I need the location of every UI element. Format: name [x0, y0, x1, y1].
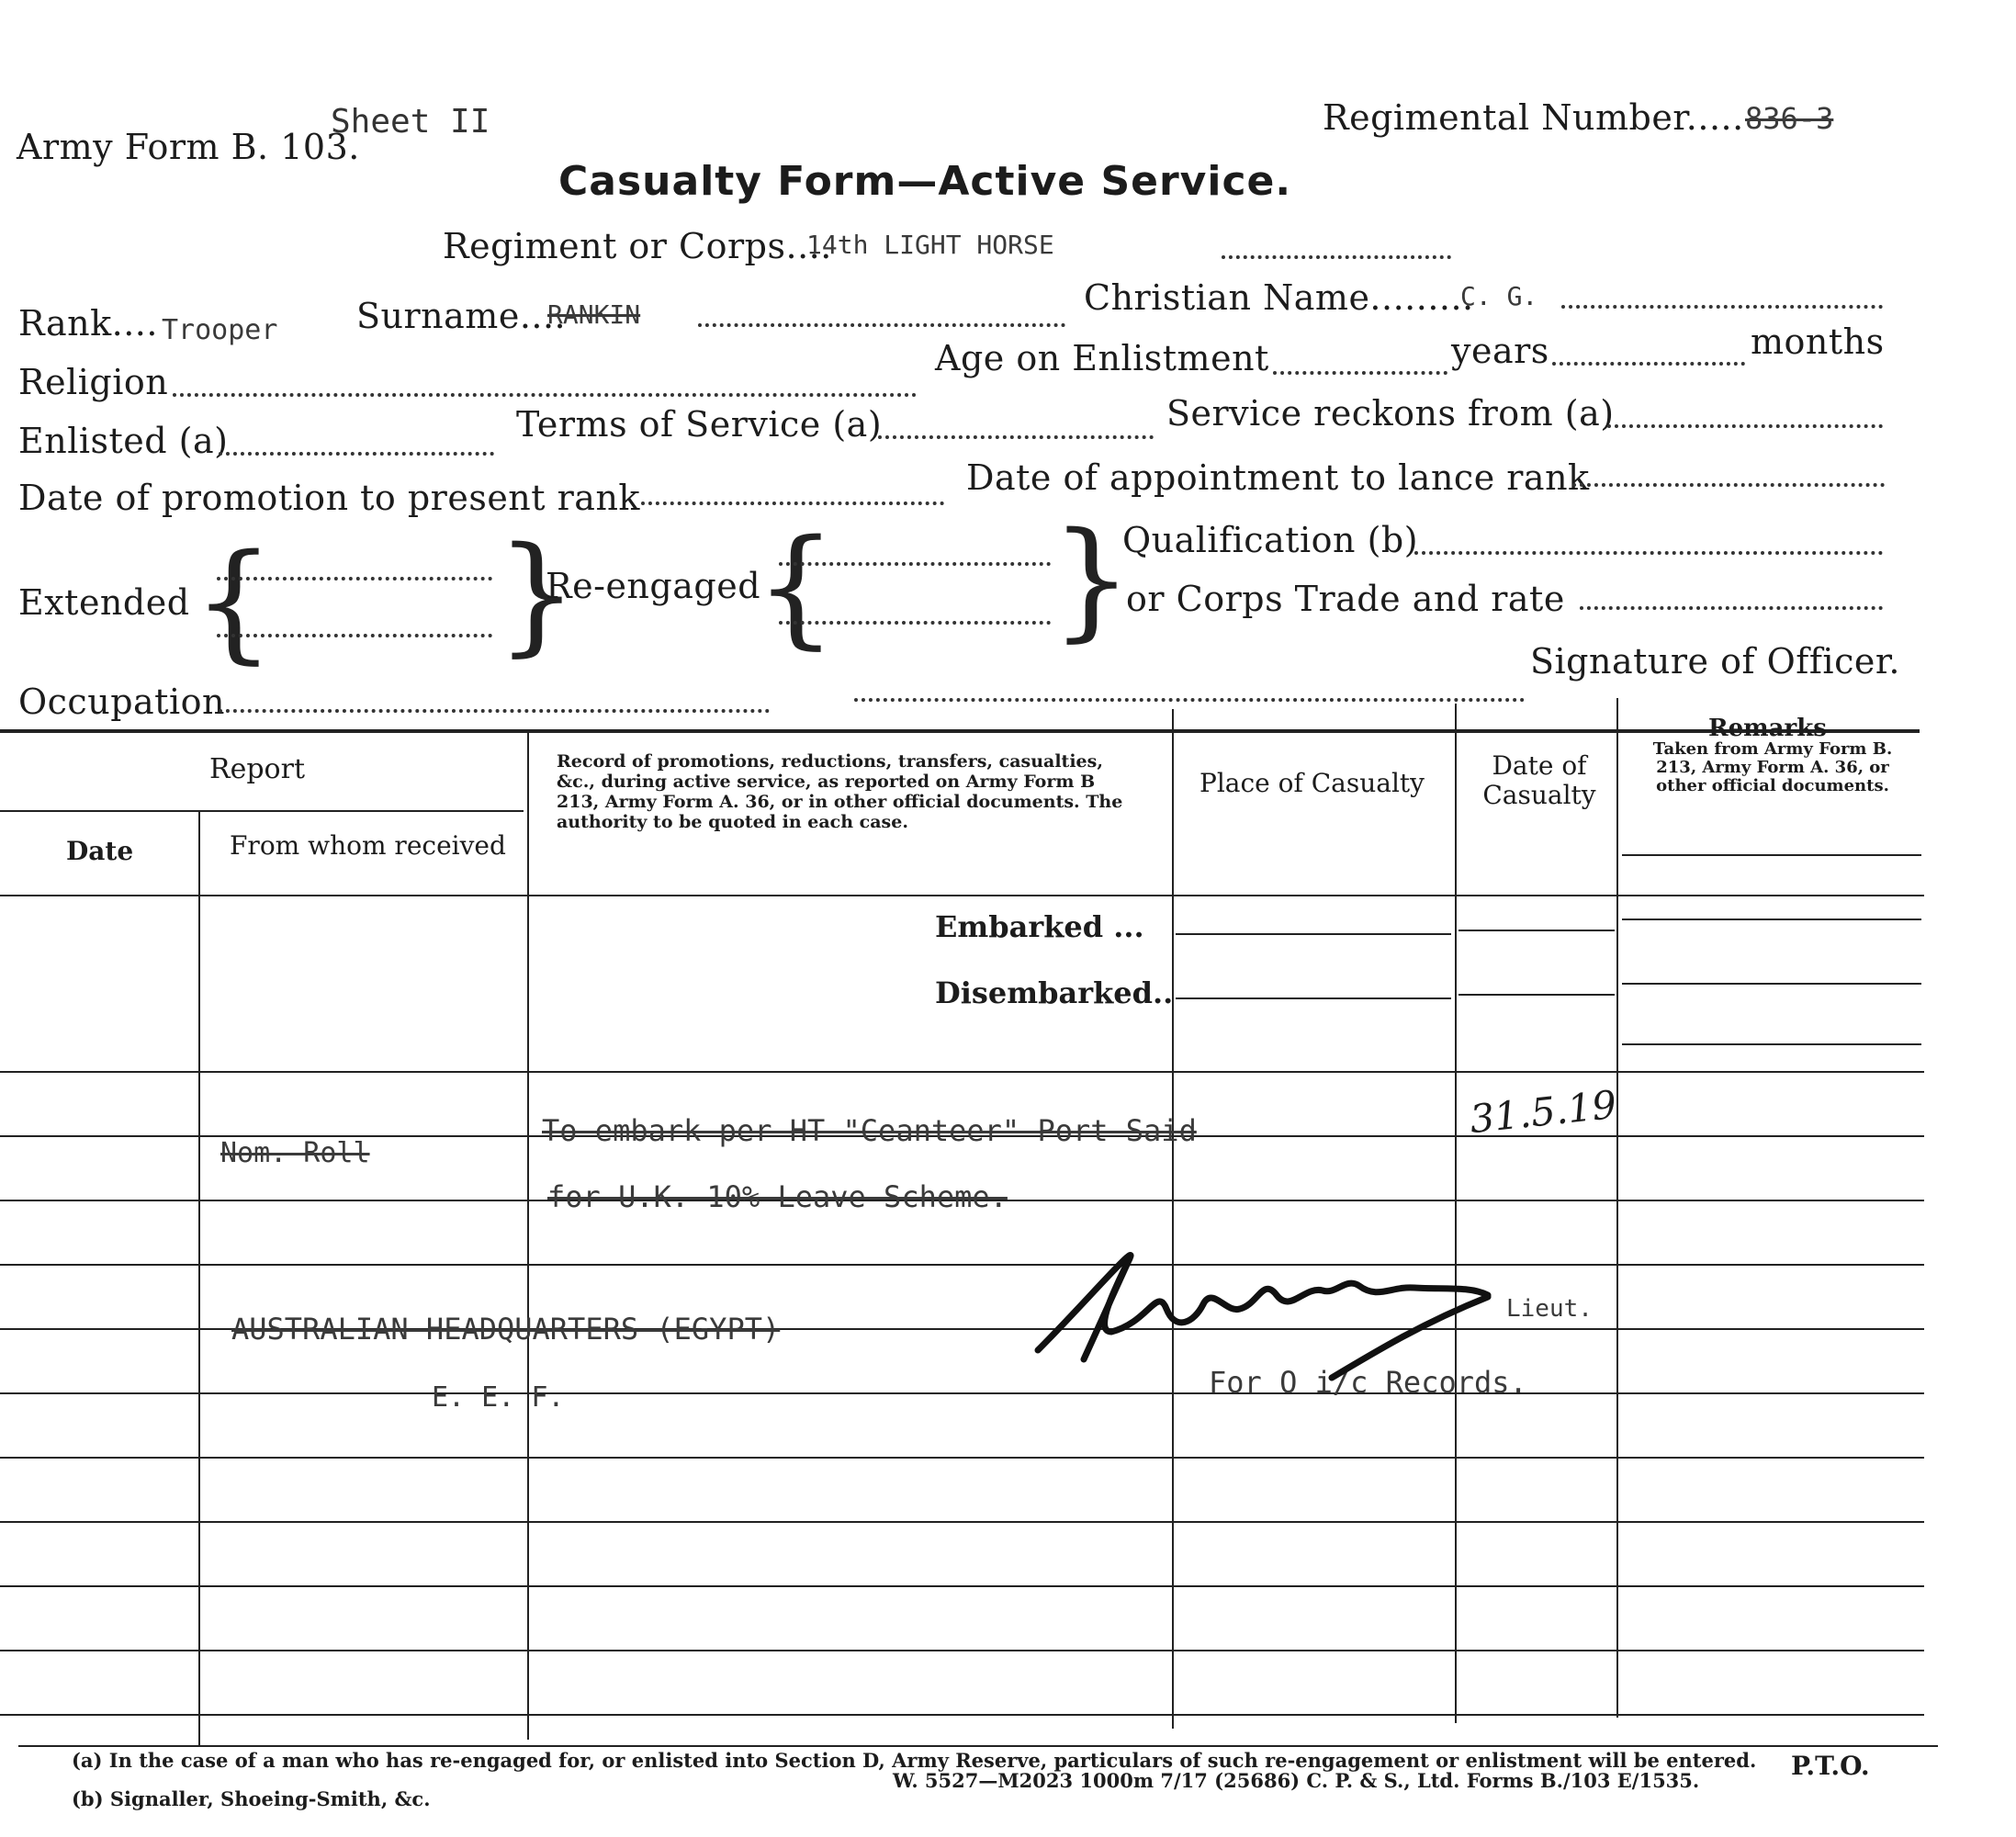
- col-rule-from: [527, 729, 529, 1740]
- surname-dots: [698, 323, 1065, 327]
- years-dots: [1552, 362, 1745, 366]
- datecas-rule-1: [1459, 930, 1615, 931]
- terms-dots: [878, 435, 1154, 439]
- printer-line: W. 5527—M2023 1000m 7/17 (25686) C. P. & S., Ltd. Forms B./103 E/1535.: [893, 1769, 1700, 1792]
- remarks-rule-3: [1622, 1043, 1921, 1045]
- reckons-dots: [1607, 424, 1883, 428]
- place-rule-2: [1176, 997, 1451, 999]
- stamp-suffix: Lieut.: [1506, 1295, 1593, 1323]
- lance-dots: [1572, 483, 1885, 487]
- header-bottom-rule: [0, 895, 1924, 896]
- reengaged-label: Re-engaged: [546, 566, 761, 606]
- report-subrule: [0, 810, 524, 812]
- col-rule-date-casualty: [1616, 698, 1618, 1718]
- row-rule-7: [0, 1457, 1924, 1459]
- remarks-rule-1: [1622, 918, 1921, 920]
- occupation-dots: [219, 709, 770, 713]
- footer-rule: [18, 1745, 1938, 1747]
- row-rule-4: [0, 1264, 1924, 1266]
- officer-signature: [1029, 1222, 1525, 1424]
- entry-record-line1: To embark per HT "Ceanteer" Port Said: [542, 1113, 1197, 1148]
- reengaged-dots-1: [779, 562, 1051, 566]
- promotion-dots: [641, 502, 944, 505]
- col-rule-place: [1455, 704, 1457, 1723]
- pto-label: P.T.O.: [1791, 1751, 1870, 1781]
- age-dots: [1273, 371, 1447, 375]
- signature-dots: [854, 698, 1525, 702]
- christian-name-value: C. G.: [1460, 281, 1538, 311]
- row-rule-10: [0, 1650, 1924, 1651]
- religion-label: Religion: [18, 362, 169, 402]
- qualification-dots: [1414, 551, 1883, 555]
- date-header: Date: [66, 836, 134, 866]
- extended-dots-2: [217, 634, 492, 637]
- stamp-line1: AUSTRALIAN HEADQUARTERS (EGYPT): [231, 1312, 781, 1347]
- reengaged-brace-right: }: [1051, 505, 1133, 655]
- regimental-number-value: 836-3: [1745, 101, 1834, 136]
- report-header: Report: [209, 753, 306, 785]
- qualification-label: Qualification (b): [1122, 520, 1419, 560]
- remarks-rule-0: [1622, 854, 1921, 856]
- datecas-rule-2: [1459, 994, 1615, 996]
- enlisted-label: Enlisted (a): [18, 421, 229, 461]
- disembarked-label: Disembarked..: [935, 975, 1174, 1010]
- regiment-label: Regiment or Corps....: [443, 226, 832, 266]
- enlisted-dots: [219, 452, 494, 456]
- surname-value: RANKIN: [547, 299, 641, 330]
- extended-brace-left: {: [193, 527, 276, 677]
- years-label: years: [1451, 331, 1549, 371]
- form-number: Army Form B. 103.: [17, 127, 360, 167]
- remarks-title: Remarks: [1708, 715, 1827, 742]
- promotion-label: Date of promotion to present rank: [18, 478, 640, 518]
- regiment-dots: [1222, 255, 1451, 259]
- record-header: Record of promotions, reductions, transfers, casualties, &c., during active service, as reported on Army Form B 213, Army Form A. 36, or in other official documents. The authority to be quoted in each case.: [557, 751, 1123, 832]
- regiment-value: 14th LIGHT HORSE: [806, 230, 1054, 260]
- embarked-label: Embarked ...: [935, 909, 1144, 944]
- row-rule-1: [0, 1071, 1924, 1073]
- signature-label: Signature of Officer.: [1530, 641, 1900, 682]
- trade-label: or Corps Trade and rate: [1126, 579, 1565, 619]
- months-label: months: [1751, 321, 1885, 362]
- remarks-sub: Taken from Army Form B. 213, Army Form A. 36, or other official documents.: [1652, 739, 1893, 795]
- stamp-for: For O i/c Records.: [1209, 1365, 1527, 1400]
- stamp-line2: E. E. F.: [432, 1381, 565, 1414]
- religion-dots: [173, 393, 917, 397]
- rank-value: Trooper: [162, 314, 278, 346]
- col-rule-date: [198, 810, 200, 1747]
- rank-label: Rank....: [18, 303, 158, 344]
- trade-dots: [1580, 606, 1883, 610]
- remarks-rule-2: [1622, 983, 1921, 985]
- christian-name-dots: [1561, 305, 1883, 309]
- reengaged-brace-left: {: [755, 513, 838, 662]
- lance-label: Date of appointment to lance rank: [966, 457, 1590, 498]
- regimental-number-label: Regimental Number.....: [1323, 97, 1744, 138]
- col-rule-record: [1172, 709, 1174, 1729]
- footnote-a: (a) In the case of a man who has re-engaged for, or enlisted into Section D, Army Reserve, particulars of such re-engagement or enlistment will be entered.: [72, 1749, 1757, 1772]
- extended-dots-1: [217, 577, 492, 580]
- surname-label: Surname....: [356, 296, 567, 336]
- row-rule-8: [0, 1521, 1924, 1523]
- row-rule-11: [0, 1714, 1924, 1716]
- table-top-rule: [0, 729, 1920, 733]
- occupation-label: Occupation: [18, 682, 225, 722]
- reckons-label: Service reckons from (a): [1166, 393, 1615, 434]
- entry-record-line2: for U.K. 10% Leave Scheme.: [547, 1179, 1008, 1214]
- place-header: Place of Casualty: [1199, 768, 1425, 798]
- entry-from: Nom. Roll: [220, 1137, 370, 1169]
- row-rule-9: [0, 1585, 1924, 1587]
- extended-label: Extended: [18, 582, 190, 623]
- terms-label: Terms of Service (a): [516, 404, 883, 445]
- date-casualty-header: Date of Casualty: [1482, 750, 1596, 810]
- place-rule-1: [1176, 933, 1451, 935]
- form-title: Casualty Form—Active Service.: [558, 158, 1292, 205]
- from-header: From whom received: [230, 830, 506, 861]
- entry-date: 31.5.19: [1467, 1081, 1619, 1143]
- extended-brace-right: }: [496, 520, 579, 670]
- reengaged-dots-2: [779, 621, 1051, 625]
- age-label: Age on Enlistment: [935, 338, 1269, 378]
- row-rule-6: [0, 1392, 1924, 1394]
- christian-name-label: Christian Name.........: [1084, 277, 1474, 318]
- sheet-number: Sheet II: [331, 103, 490, 141]
- footnote-b: (b) Signaller, Shoeing-Smith, &c.: [72, 1787, 431, 1810]
